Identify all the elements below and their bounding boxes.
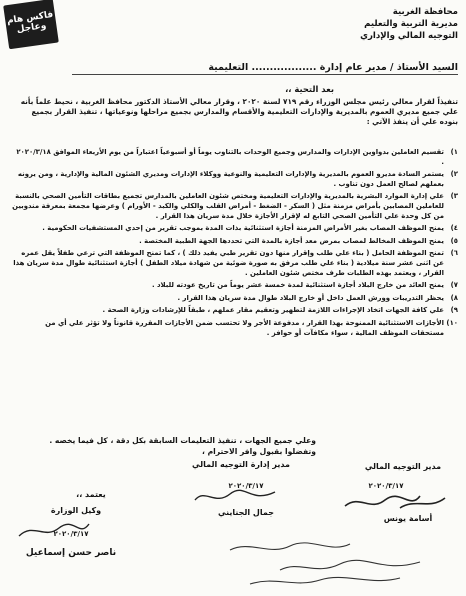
greeting: بعد التحية ،،: [285, 84, 334, 94]
item-text: يستمر السادة مديرو العموم بالمديرية والإدارات التعليمية والنوعية ووكلاء الإدارات ومديري الشئون المالية والإدارية ، ومن يرونه بعملهم لصالح العمل دون تناوب .: [17, 170, 444, 188]
item-number: ٥): [450, 236, 458, 245]
list-item: [12, 306, 458, 316]
list-item: [12, 170, 458, 189]
letterhead-line-1: محافظة الغربية: [392, 7, 458, 17]
item-text: علي إدارة الموارد البشرية بالمديرية والإدارات التعليمية ومختص شئون العاملين بالمدارس تجميع بطاقات التأمين الصحي بالنسبة للعاملين المصابين بأمراض مزمنة مثل ( السكر - الضغط - أمراض القلب والكلي والكبد - الأورام ) وعرضها مجمعة بمعرفة مندوبين من كل وحدة علي التأمين الصحي التابع له لإقرار الأجازة خلال مدة سريان هذا القرار .: [12, 192, 444, 220]
item-number: ١): [450, 148, 458, 156]
instructions-list: [12, 148, 458, 341]
item-text: يمنح الموظف المخالط لمصاب بمرض معد أجازة بالمدة التي تحددها الجهة الطبية المختصة .: [139, 236, 444, 245]
list-item: [12, 148, 458, 167]
intro-paragraph: تنفيذاً لقرار معالي رئيس مجلس الوزراء رقم ٧١٩ لسنة ٢٠٢٠ ، وقرار معالي الأستاذ الدكتور محافظ الغربية ، نحيط علماً بأنه علي جميع مديري العموم بالمديرية والإدارات التعليمية والأقسام والمدارس بجميع مراحلها ونوعياتها ، تنفيذ القرار بجميع بنوده علي أن ينفذ الآتي :: [20, 97, 458, 127]
dept-signature-scribble: [190, 486, 280, 508]
list-item: [12, 192, 458, 221]
item-number: ٨): [450, 293, 458, 302]
deputy-title: وكيل الوزارة: [50, 506, 102, 515]
letterhead: [288, 6, 458, 42]
director-signature-scribble: [340, 490, 450, 514]
closing-line-1: وعلي جميع الجهات ، تنفيذ التعليمات السابقة بكل دقة ، كل فيما يخصه .: [49, 436, 316, 445]
list-item: [12, 281, 458, 291]
letterhead-line-3: التوجيه المالي والإداري: [360, 31, 458, 41]
item-number: ٧): [450, 281, 458, 290]
item-number: ٦): [450, 249, 458, 258]
urgent-fax-stamp: فاكس هام وعاجل: [3, 0, 59, 49]
item-text: الأجازات الاستثنائية الممنوحة بهذا القرار ، مدفوعة الأجر ولا تحتسب ضمن الأجازات المقررة قانوناً ولا تؤثر علي أي من مستحقات الموظف المالية ، سواء مكافآت أو حوافز .: [45, 318, 444, 337]
item-text: يمنح الموظف المصاب بغير الأمراض المزمنة أجازة استثنائية بذات المدة بموجب تقرير من إحدي المستشفيات الحكومية .: [42, 224, 444, 233]
list-item: [12, 237, 458, 247]
approved-label: يعتمد ،،: [76, 490, 106, 499]
item-number: ٢): [450, 170, 458, 179]
dept-date: ٢٠٢٠/٣/١٧: [228, 482, 264, 490]
director-name: أسامة يونس: [383, 514, 433, 523]
item-text: يحظر التدريبات وورش العمل داخل أو خارج البلاد طوال مدة سريان هذا القرار .: [177, 293, 444, 302]
dept-name: جمال الجنايني: [217, 508, 274, 517]
list-item: [12, 319, 458, 338]
director-date: ٢٠٢٠/٣/١٧: [368, 482, 404, 490]
list-item: [12, 294, 458, 304]
director-title: مدير التوجيه المالي: [364, 462, 442, 471]
letterhead-line-2: مديرية التربية والتعليم: [364, 19, 458, 29]
director-signature-block: [348, 462, 458, 471]
closing-block: [49, 435, 316, 457]
list-item: [12, 249, 458, 278]
item-text: علي كافة الجهات اتخاذ الإجراءات اللازمة لتطهير وتعقيم مقار عملهم ، طبقاً للإرشادات وزارة الصحة .: [102, 306, 444, 315]
closing-line-2: وتفضلوا بقبول وافر الاحترام ،: [202, 447, 316, 456]
item-text: يمنح العائد من خارج البلاد أجازة استثنائية لمدة خمسة عشر يوماً من تاريخ عودته للبلاد .: [151, 281, 444, 290]
list-item: [12, 224, 458, 234]
item-text: تقسيم العاملين بدواوين الإدارات والمدارس وجميع الوحدات بالتناوب يوماً أو أسبوعياً اعتباراً من يوم الأربعاء الموافق ٢٠٢٠/٣/١٨ .: [16, 148, 444, 166]
dept-title: مدير إدارة التوجيه المالي: [192, 460, 290, 469]
addressee-line: السيد الأستاذ / مدير عام إدارة .................. التعليمية: [72, 62, 458, 75]
item-number: ٩): [450, 306, 458, 315]
handwritten-initials: [220, 536, 460, 592]
item-number: ٣): [450, 192, 458, 201]
item-number: ١٠): [446, 318, 458, 327]
deputy-signature-scribble: [14, 520, 94, 542]
item-text: تمنح الموظفة الحامل ( بناء علي طلب وإقرار منها دون تقرير طبي يفيد ذلك ) ، كما تمنح الموظفة التي ترعي طفلاً يقل عمره عن اثنى عشر سنة ميلادية ( بناء علي طلب مرفق به صورة ضوئية من شهادة ميلاد الطفل ) أجازة استثنائية طوال مدة سريان هذا القرار ، ويعتمد بهذه الطلبات طرف مختص شئون العاملين .: [13, 249, 444, 277]
deputy-name: ناصر حسن إسماعيل: [25, 548, 117, 558]
item-number: ٤): [450, 224, 458, 233]
deputy-date: ٢٠٢٠/٣/١٧: [53, 530, 89, 538]
